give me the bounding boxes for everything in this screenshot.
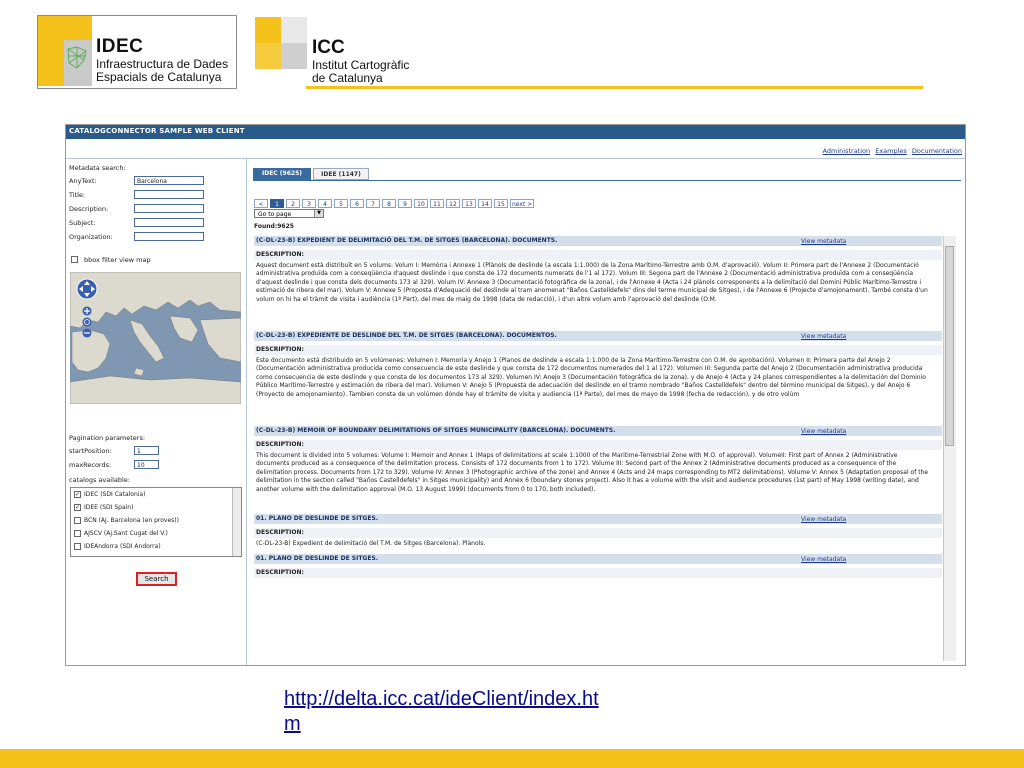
view-metadata-link[interactable]: View metadata [801, 428, 847, 435]
description-heading: DESCRIPTION: [254, 345, 942, 355]
documentation-link[interactable]: Documentation [911, 147, 962, 155]
icc-logo-yellow-square-2 [255, 43, 281, 69]
page-button[interactable]: 13 [462, 199, 476, 208]
examples-link[interactable]: Examples [875, 147, 907, 155]
results-scrollbar[interactable] [943, 236, 956, 661]
page-button[interactable]: 7 [366, 199, 380, 208]
page-button[interactable]: 12 [446, 199, 460, 208]
search-panel [66, 159, 246, 665]
footer-bar [0, 749, 1024, 768]
zoom-out-icon[interactable] [82, 328, 92, 338]
title-label: Title: [69, 191, 86, 199]
catalog-item[interactable] [74, 491, 145, 498]
result-description: Aquest document està distribuït en 5 volums: Volum I: Memòria i Annexe 1 (Plànols de deslinde (a escala 1:1.000) de la Zona Marítimo-Terrestre amb O.M. d'aprovació). Volum II: Primera part de l'Annexe 2 (Documentació administrativa produïda com a conseqüència d'aquest deslinde i que consta de 172 documents numerats de l'1 al 172). Volum III: Segona part de l'Annexe 2 (Documentació administrativa produïda com a conseqüència d'aquest deslinde i que consta dels documents 173 al 329). Volum IV: Annexe 3 (Documentació fotogràfica de la zona), i de l'Annexe 4 (Acta i 24 plànols corresponents a la delimitació del Domini Públic Marítimo-Terrestre i estimació de ribera del mar). Volum V: Annexe 5 (Proposta d'Adequació del deslinde al tram anomenat "Baños Castelldefels" dins del terme municipal de Sitges), i de l'Annexe 6 (Projecte d'amojonament). També consta d'un volum on hi ha el tràmit de visita i audiència (1ª Part), del mes de maig de 1998 (data de redacció), i d'un altre volum amb l'aprovació del deslinde (O.M. [256, 262, 928, 303]
top-links [820, 147, 962, 155]
catalog-item[interactable] [74, 530, 168, 537]
bbox-filter-checkbox[interactable] [71, 256, 78, 263]
description-input[interactable] [134, 204, 204, 213]
catalog-label: IDEAndorra (SDI Andorra) [84, 543, 161, 550]
catalogs-scrollbar[interactable] [232, 488, 241, 556]
result-description: (C-DL-23-B) Expedient de delimitació del T.M. de Sitges (Barcelona). Plànols. [256, 540, 486, 547]
catalog-checkbox[interactable]: ✓ [75, 504, 81, 511]
tab-idee[interactable]: IDEE (1147) [313, 168, 369, 180]
catalog-label: BCN (Aj. Barcelona (en proves)) [84, 517, 179, 524]
catalog-client-window [65, 124, 966, 666]
goto-page-select[interactable] [254, 209, 324, 218]
view-metadata-link[interactable]: View metadata [801, 333, 847, 340]
result-title: (C-DL-23-B) EXPEDIENT DE DELIMITACIÓ DEL T.M. DE SITGES (BARCELONA). DOCUMENTS. [254, 236, 942, 246]
page-button[interactable]: 10 [414, 199, 428, 208]
view-metadata-link[interactable]: View metadata [801, 238, 847, 245]
catalogs-label: catalogs available: [69, 476, 130, 484]
organization-input[interactable] [134, 232, 204, 241]
catalog-label: IDEC (SDI Catalonia) [84, 491, 146, 498]
idec-mesh-icon [66, 46, 88, 70]
page-button[interactable]: 2 [286, 199, 300, 208]
page-button[interactable]: 9 [398, 199, 412, 208]
description-heading: DESCRIPTION: [254, 250, 942, 260]
start-position-input[interactable]: 1 [134, 446, 159, 455]
start-position-label: startPosition: [69, 447, 112, 455]
pan-arrows-icon[interactable] [76, 278, 98, 300]
page-button[interactable]: 5 [334, 199, 348, 208]
catalog-checkbox[interactable] [74, 517, 81, 524]
catalog-item[interactable] [74, 543, 161, 550]
catalog-checkbox[interactable] [74, 530, 81, 537]
page-button[interactable]: 4 [318, 199, 332, 208]
title-input[interactable] [134, 190, 204, 199]
bbox-filter-label: bbox filter view map [84, 256, 151, 264]
icc-logo-light-square [281, 17, 307, 43]
catalog-label: IDEE (SDI Spain) [84, 504, 134, 511]
page-button[interactable]: 3 [302, 199, 316, 208]
results-scrollbar-thumb[interactable] [945, 246, 954, 446]
catalog-checkbox[interactable]: ✓ [75, 491, 81, 498]
goto-page-label: Go to page [258, 211, 292, 218]
page-button[interactable]: 8 [382, 199, 396, 208]
icc-logo-line2: de Catalunya [312, 71, 383, 85]
description-heading: DESCRIPTION: [254, 528, 942, 538]
max-records-input[interactable]: 10 [134, 460, 159, 469]
icc-logo-grey-square [281, 43, 307, 69]
zoom-in-icon[interactable] [82, 306, 92, 316]
chevron-down-icon: ▼ [314, 210, 323, 217]
subject-input[interactable] [134, 218, 204, 227]
tab-underline [253, 180, 961, 181]
description-heading: DESCRIPTION: [254, 440, 942, 450]
page-button[interactable]: 6 [350, 199, 364, 208]
header-divider [306, 86, 923, 89]
client-url-line2: m [284, 713, 301, 735]
found-count: Found:9625 [254, 223, 294, 230]
idec-logo-subtitle [96, 58, 228, 84]
catalog-label: AJSCV (Aj.Sant Cugat del V.) [84, 530, 168, 537]
organization-label: Organization: [69, 233, 113, 241]
result-description: This document is divided into 5 volumes: Volume I: Memoir and Annex 1 (Maps of delimitations at scale 1:1000 of the Maritime-Terrestrial Zone with M.O. of approval). VolumeII: First part of Annex 2 (Administrative documents produced as a consequence of the delimitation process. Consists of 172 documents from 1 to 172). Volume III: Second part of the Annex 2 (Administrative documents produced as a consequence of the delimitation process. Documents from 172 to 329). Volume IV: Annex 3 (Photographic archive of the zone) and Annex 4 (Acts and 24 maps corresponding to MT2 delimitations). Volume V: Annex 5 (Adaptation proposal of the delimitation in the section called "Baños Castelldefels" in Sitges municipality) and Annex 6 (boundary stones project). Also it has a volume with the visit and audience procedures (1st part) of May 1998 (writing date), and another volume with the delimitation approval (M.O. 13 August 1999) (documents from 0 to 170, both included). [256, 452, 929, 493]
result-title: 01. PLANO DE DESLINDE DE SITGES. [254, 554, 942, 564]
page-button[interactable]: 15 [494, 199, 508, 208]
app-title-bar [66, 125, 965, 139]
description-heading: DESCRIPTION: [254, 568, 942, 578]
pagination-heading: Pagination parameters: [69, 434, 146, 442]
app-title: CATALOGCONNECTOR SAMPLE WEB CLIENT [69, 127, 245, 135]
results-list [254, 236, 942, 661]
result-title: 01. PLANO DE DESLINDE DE SITGES. [254, 514, 942, 524]
tab-idec[interactable]: IDEC (9625) [253, 168, 311, 180]
result-description: Este documento está distribuido en 5 volúmenes: Volumen I: Memoria y Anejo 1 (Planos de deslinde a escala 1:1.000 de la Zona Marítimo-Terrestre con O.M. de aprobación). Volumen II: Primera parte del Anejo 2 (Documentación administrativa producida como consecuencia de este deslinde y que consta de 172 documentos numerados del 1 al 172). Volumen III: Segunda parte del Anejo 2 (Documentación administrativa producida como consecuencia de este deslinde y que consta de los documentos 173 al 329). Volumen IV: Anejo 3 (Documentación fotográfica de la zona), y de Anejo 4 (Acta y 24 planos correspondientes a la delimitación del Dominio Público Marítimo-Terrestre y estimación de ribera del mar). Volumen V: Anejo 5 (Propuesta de adecuación del deslinde en el tramo nombrado "Baños Castelldefels" dentro del término municipal de Sitges), y del Anejo 6 (Proyecto de amojonamiento). Tambien consta de un volúmen dónde hay el trámite de visita y audiencia (1ª Parte), del mes de mayo de 1998 (fecha de redacción), y de otro volúm [256, 357, 926, 398]
globe-icon[interactable] [82, 317, 92, 327]
icc-logo-line1: Institut Cartogràfic [312, 58, 410, 72]
result-title: (C-DL-23-B) EXPEDIENTE DE DESLINDE DEL T.M. DE SITGES (BARCELONA). DOCUMENTOS. [254, 331, 942, 341]
catalog-checkbox[interactable] [74, 543, 81, 550]
page-button[interactable]: 1 [270, 199, 284, 208]
icc-logo [255, 17, 425, 89]
icc-logo-subtitle [312, 59, 409, 85]
search-button[interactable]: Search [136, 572, 177, 586]
idec-logo-line2: Espacials de Catalunya [96, 70, 222, 84]
client-url-link[interactable] [284, 687, 694, 737]
result-title: (C-DL-23-B) MEMOIR OF BOUNDARY DELIMITATIONS OF SITGES MUNICIPALITY (BARCELONA). DOCUMENTS. [254, 426, 942, 436]
catalogs-list[interactable] [70, 487, 242, 557]
page-next-button[interactable]: next > [512, 201, 533, 208]
anytext-label: AnyText: [69, 177, 97, 185]
administration-link[interactable]: Administration [822, 147, 871, 155]
view-metadata-link[interactable]: View metadata [801, 516, 847, 523]
page-button[interactable]: 14 [478, 199, 492, 208]
catalog-item[interactable] [74, 517, 179, 524]
page-prev-button[interactable]: < [254, 199, 268, 208]
metadata-search-heading: Metadata search: [69, 164, 126, 172]
max-records-label: maxRecords: [69, 461, 112, 469]
idec-logo [37, 15, 237, 89]
results-panel [247, 159, 965, 665]
icc-logo-yellow-square [255, 17, 281, 43]
description-label: Description: [69, 205, 109, 213]
europe-map[interactable] [70, 272, 241, 404]
icc-logo-title: ICC [312, 37, 345, 58]
pagination [254, 191, 536, 210]
view-metadata-link[interactable]: View metadata [801, 556, 847, 563]
client-url-line1: http://delta.icc.cat/ideClient/index.ht [284, 688, 599, 710]
subject-label: Subject: [69, 219, 96, 227]
page-button[interactable]: 11 [430, 199, 444, 208]
anytext-input[interactable]: Barcelona [134, 176, 204, 185]
idec-logo-line1: Infraestructura de Dades [96, 57, 229, 71]
idec-logo-title: IDEC [96, 36, 144, 57]
catalog-item[interactable] [74, 504, 133, 511]
